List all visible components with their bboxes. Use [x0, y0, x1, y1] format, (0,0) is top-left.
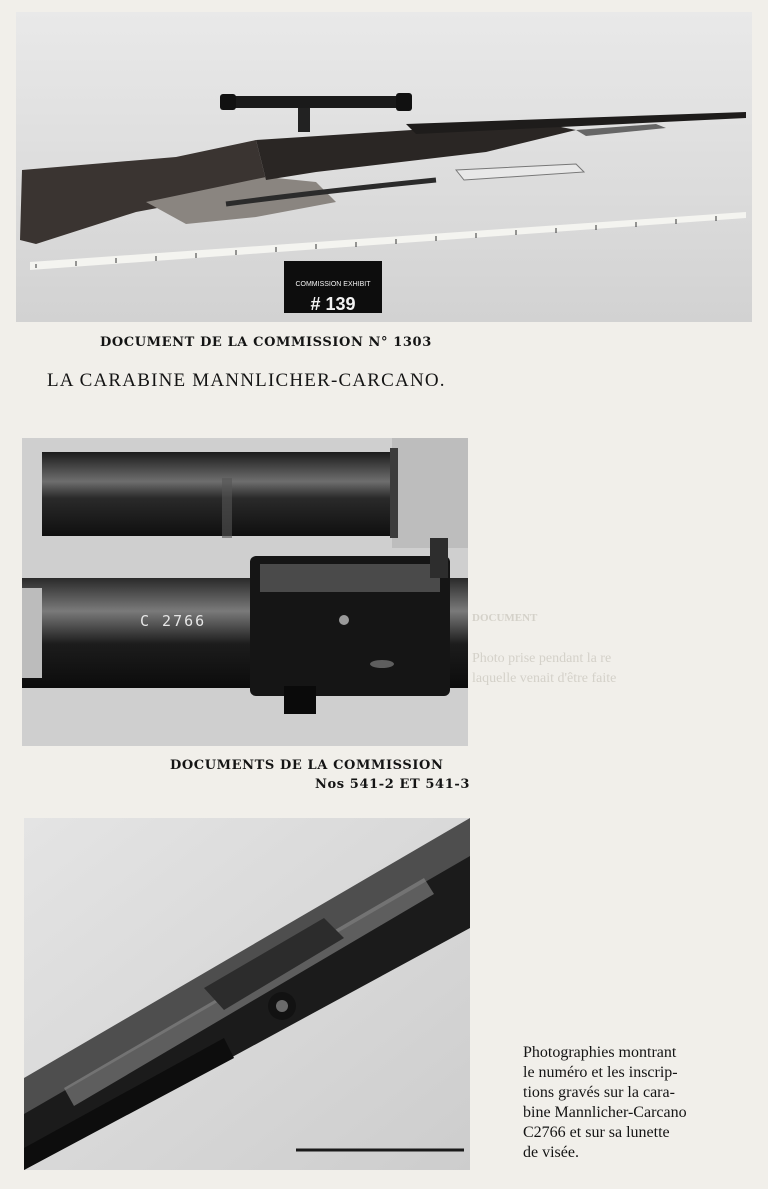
- caption-rifle-title: LA CARABINE MANNLICHER-CARCANO.: [47, 370, 446, 391]
- rifle-photo: [16, 12, 752, 322]
- bleed-through-text: laquelle venait d'être faite: [472, 671, 617, 686]
- side-caption-line: C2766 et sur sa lunette: [523, 1124, 670, 1141]
- caption-documents-title: DOCUMENTS DE LA COMMISSION: [170, 758, 444, 773]
- exhibit-label: COMMISSION EXHIBIT: [295, 281, 371, 288]
- bleed-through-text: DOCUMENT: [472, 612, 538, 624]
- serial-number-photo: [22, 438, 468, 746]
- side-caption: [523, 1043, 748, 1163]
- bleed-through-text: Photo prise pendant la re: [472, 651, 612, 666]
- scope-inscription-photo: [24, 818, 470, 1170]
- exhibit-card: [284, 261, 382, 314]
- caption-document-number: DOCUMENT DE LA COMMISSION N° 1303: [100, 335, 432, 350]
- side-caption-line: le numéro et les inscrip-: [523, 1064, 678, 1081]
- side-caption-line: Photographies montrant: [523, 1044, 677, 1061]
- scope-tube: [42, 438, 468, 548]
- exhibit-number: # 139: [310, 294, 356, 314]
- side-caption-line: bine Mannlicher-Carcano: [523, 1104, 687, 1121]
- side-caption-line: de visée.: [523, 1144, 579, 1161]
- serial-number-engraving: C 2766: [140, 612, 207, 630]
- caption-documents-numbers: Nos 541-2 ET 541-3: [315, 777, 470, 792]
- side-caption-line: tions gravés sur la cara-: [523, 1084, 675, 1101]
